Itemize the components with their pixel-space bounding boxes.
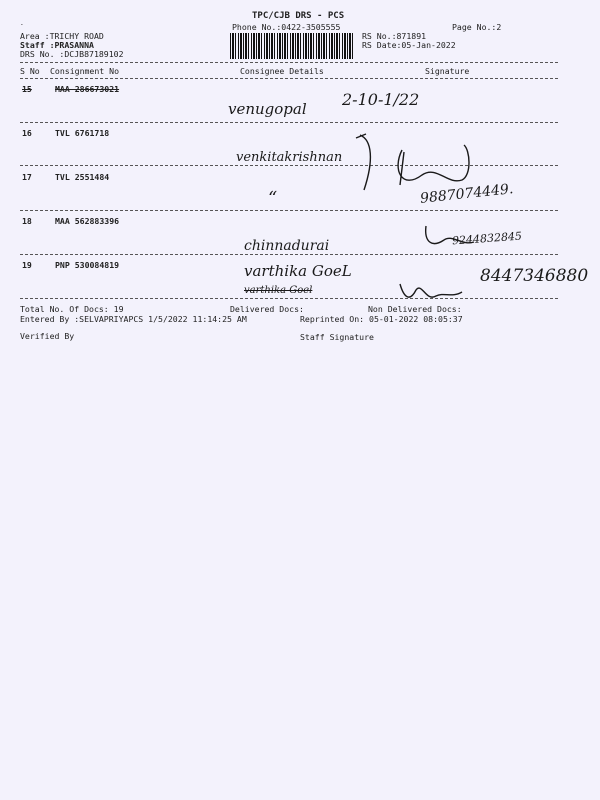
column-header-consignee: Consignee Details bbox=[240, 66, 324, 76]
row-18-consignment: MAA 562883396 bbox=[55, 216, 120, 226]
handwritten-name-chinnadurai: chinnadurai bbox=[244, 238, 330, 254]
row-18-sno: 18 bbox=[22, 216, 32, 226]
signature-row-17 bbox=[352, 130, 482, 200]
rs-number: RS No.:871891 bbox=[362, 31, 427, 41]
handwritten-name-venugopal: venugopal bbox=[228, 100, 307, 118]
reprinted-on: Reprinted On: 05-01-2022 08:05:37 bbox=[300, 314, 463, 324]
handwritten-phone-17: 9887074449. bbox=[419, 181, 515, 207]
total-docs: Total No. Of Docs: 19 bbox=[20, 304, 124, 314]
handwritten-ditto-mark: “ bbox=[268, 188, 278, 209]
row-19-consignment: PNP 530084819 bbox=[55, 260, 120, 270]
drs-number: DRS No. :DCJB87189102 bbox=[20, 49, 124, 59]
handwritten-name-varthika: varthika GoeL bbox=[244, 262, 352, 280]
header-divider bbox=[20, 62, 558, 63]
staff-label: Staff :PRASANNA bbox=[20, 40, 94, 50]
document-title: TPC/CJB DRS - PCS bbox=[252, 11, 345, 21]
row-15-consignment: MAA 286673021 bbox=[55, 84, 120, 94]
column-divider bbox=[20, 78, 558, 79]
entered-by: Entered By :SELVAPRIYAPCS 1/5/2022 11:14:25 AM bbox=[20, 314, 247, 324]
column-header-sno: S No bbox=[20, 66, 40, 76]
page-number: Page No.:2 bbox=[452, 22, 502, 32]
handwritten-phone-18: 9244832845 bbox=[451, 229, 523, 248]
corner-mark: - bbox=[20, 21, 24, 28]
row-16-consignment: TVL 6761718 bbox=[55, 128, 110, 138]
row-divider bbox=[20, 254, 558, 255]
staff-signature-label: Staff Signature bbox=[300, 332, 374, 342]
row-divider bbox=[20, 210, 558, 211]
row-divider bbox=[20, 122, 558, 123]
row-19-sno: 19 bbox=[22, 260, 32, 270]
rs-date: RS Date:05-Jan-2022 bbox=[362, 40, 456, 50]
non-delivered-docs: Non Delivered Docs: bbox=[368, 304, 462, 314]
row-17-sno: 17 bbox=[22, 172, 32, 182]
area-label: Area :TRICHY ROAD bbox=[20, 31, 104, 41]
column-header-signature: Signature bbox=[425, 66, 470, 76]
handwritten-phone-19: 8447346880 bbox=[480, 266, 589, 286]
row-16-sno: 16 bbox=[22, 128, 32, 138]
phone-number: Phone No.:0422-3505555 bbox=[232, 22, 341, 32]
signature-row-18 bbox=[422, 222, 482, 252]
delivered-docs: Delivered Docs: bbox=[230, 304, 304, 314]
verified-by: Verified By bbox=[20, 331, 75, 341]
handwritten-name-venkitakrishnan: venkitakrishnan bbox=[236, 150, 343, 165]
handwritten-date-note: 2-10-1/22 bbox=[342, 90, 420, 109]
column-header-consignment: Consignment No bbox=[50, 66, 120, 76]
barcode-image bbox=[230, 33, 354, 59]
row-divider bbox=[20, 298, 558, 299]
row-17-consignment: TVL 2551484 bbox=[55, 172, 110, 182]
handwritten-struck-name: varthika Goel bbox=[244, 285, 313, 296]
row-15-sno: 15 bbox=[22, 84, 32, 94]
